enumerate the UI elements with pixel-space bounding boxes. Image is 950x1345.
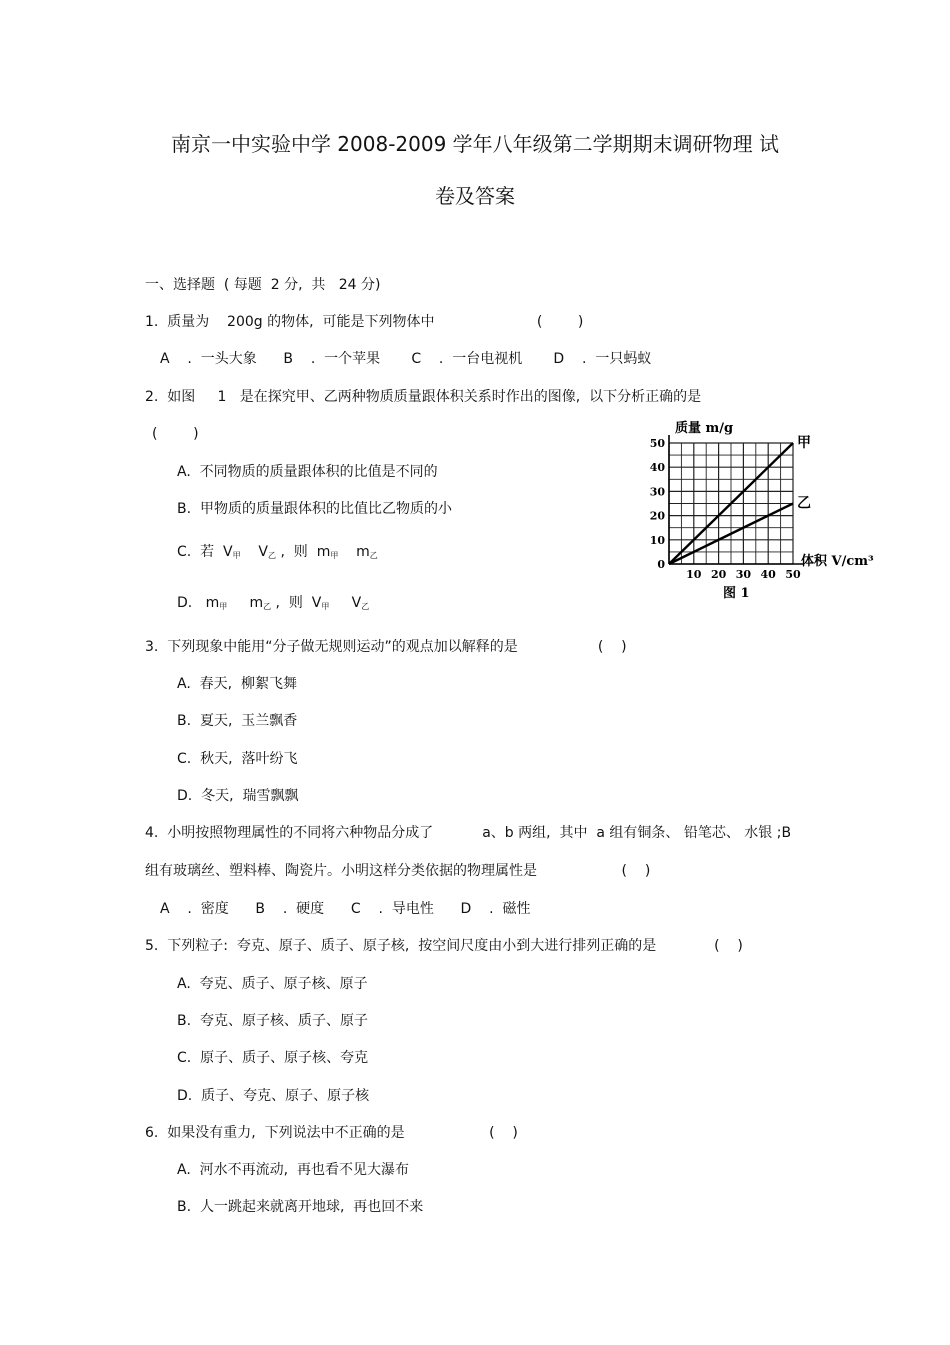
q2-paren: ( ): [152, 426, 199, 442]
q5-option-b: B. 夸克、原子核、质子、原子: [177, 1013, 368, 1029]
q6-option-a: A. 河水不再流动, 再也看不见大瀑布: [177, 1162, 410, 1178]
q3-stem: 3. 下列现象中能用“分子做无规则运动”的观点加以解释的是 ( ): [145, 639, 627, 655]
q4-options: A . 密度 B . 硬度 C . 导电性 D . 磁性: [160, 901, 531, 917]
q2-option-c: C. 若 $V_甲$ $V_乙$ , 则 $m_甲$ $m_乙$: [177, 544, 378, 560]
x-tick-label: 20: [710, 568, 727, 581]
q3-option-c: C. 秋天, 落叶纷飞: [177, 751, 298, 767]
y-axis-label: 质量 m/g: [675, 421, 734, 436]
x-tick-label: 50: [785, 568, 801, 581]
figure-caption: 图 1: [723, 586, 750, 601]
q5-option-c: C. 原子、质子、原子核、夸克: [177, 1050, 369, 1066]
y-tick-label: 0: [657, 558, 665, 571]
q6-option-b: B. 人一跳起来就离开地球, 再也回不来: [177, 1199, 424, 1215]
doc-title-line2: 卷及答案: [435, 184, 515, 208]
series-label-1: 甲: [797, 435, 811, 451]
section-heading: 一、选择题 ( 每题 2 分, 共 24 分): [145, 277, 381, 293]
x-tick-label: 10: [686, 568, 702, 581]
series-label-2: 乙: [797, 495, 811, 512]
doc-title-line1: 南京一中实验中学 2008-2009 学年八年级第二学期期末调研物理 试: [170, 132, 780, 156]
x-tick-label: 30: [735, 568, 752, 581]
q3-option-d: D. 冬天, 瑞雪飘飘: [177, 788, 299, 804]
q3-option-a: A. 春天, 柳絮飞舞: [177, 676, 298, 692]
y-tick-label: 10: [649, 533, 665, 547]
q6-stem: 6. 如果没有重力, 下列说法中不正确的是 ( ): [145, 1125, 518, 1141]
x-axis-label: 体积 V/cm³: [801, 554, 874, 569]
q5-stem: 5. 下列粒子: 夸克、原子、质子、原子核, 按空间尺度由小到大进行排列正确的是 ( ): [145, 938, 743, 954]
q4-stem-line2: 组有玻璃丝、塑料棒、陶瓷片。小明这样分类依据的物理属性是 ( ): [145, 863, 651, 879]
y-tick-label: 30: [649, 485, 665, 499]
figure-1-chart: [643, 408, 879, 602]
q5-option-d: D. 质子、夸克、原子、原子核: [177, 1088, 370, 1104]
q2-stem: 2. 如图 1 是在探究甲、乙两种物质质量跟体积关系时作出的图像, 以下分析正确的是: [145, 389, 702, 405]
q3-option-b: B. 夏天, 玉兰飘香: [177, 713, 298, 729]
y-tick-label: 40: [649, 461, 665, 475]
x-tick-label: 40: [760, 568, 776, 581]
q5-option-a: A. 夸克、质子、原子核、原子: [177, 976, 368, 992]
q1-stem: 1. 质量为 200g 的物体, 可能是下列物体中 ( ): [145, 314, 584, 330]
y-tick-label: 50: [649, 437, 665, 450]
y-tick-label: 20: [649, 509, 665, 523]
q4-stem-line1: 4. 小明按照物理属性的不同将六种物品分成了 a、b 两组, 其中 a 组有铜条、 铅笔芯、 水银 ;B: [145, 825, 792, 841]
q2-option-d: D. $m_甲$ $m_乙$ , 则 $V_甲$ $V_乙$: [177, 595, 370, 611]
q2-option-b: B. 甲物质的质量跟体积的比值比乙物质的小: [177, 501, 452, 517]
q1-options: A . 一头大象 B . 一个苹果 C . 一台电视机 D . 一只蚂蚁: [160, 351, 652, 367]
q2-option-a: A. 不同物质的质量跟体积的比值是不同的: [177, 464, 438, 480]
